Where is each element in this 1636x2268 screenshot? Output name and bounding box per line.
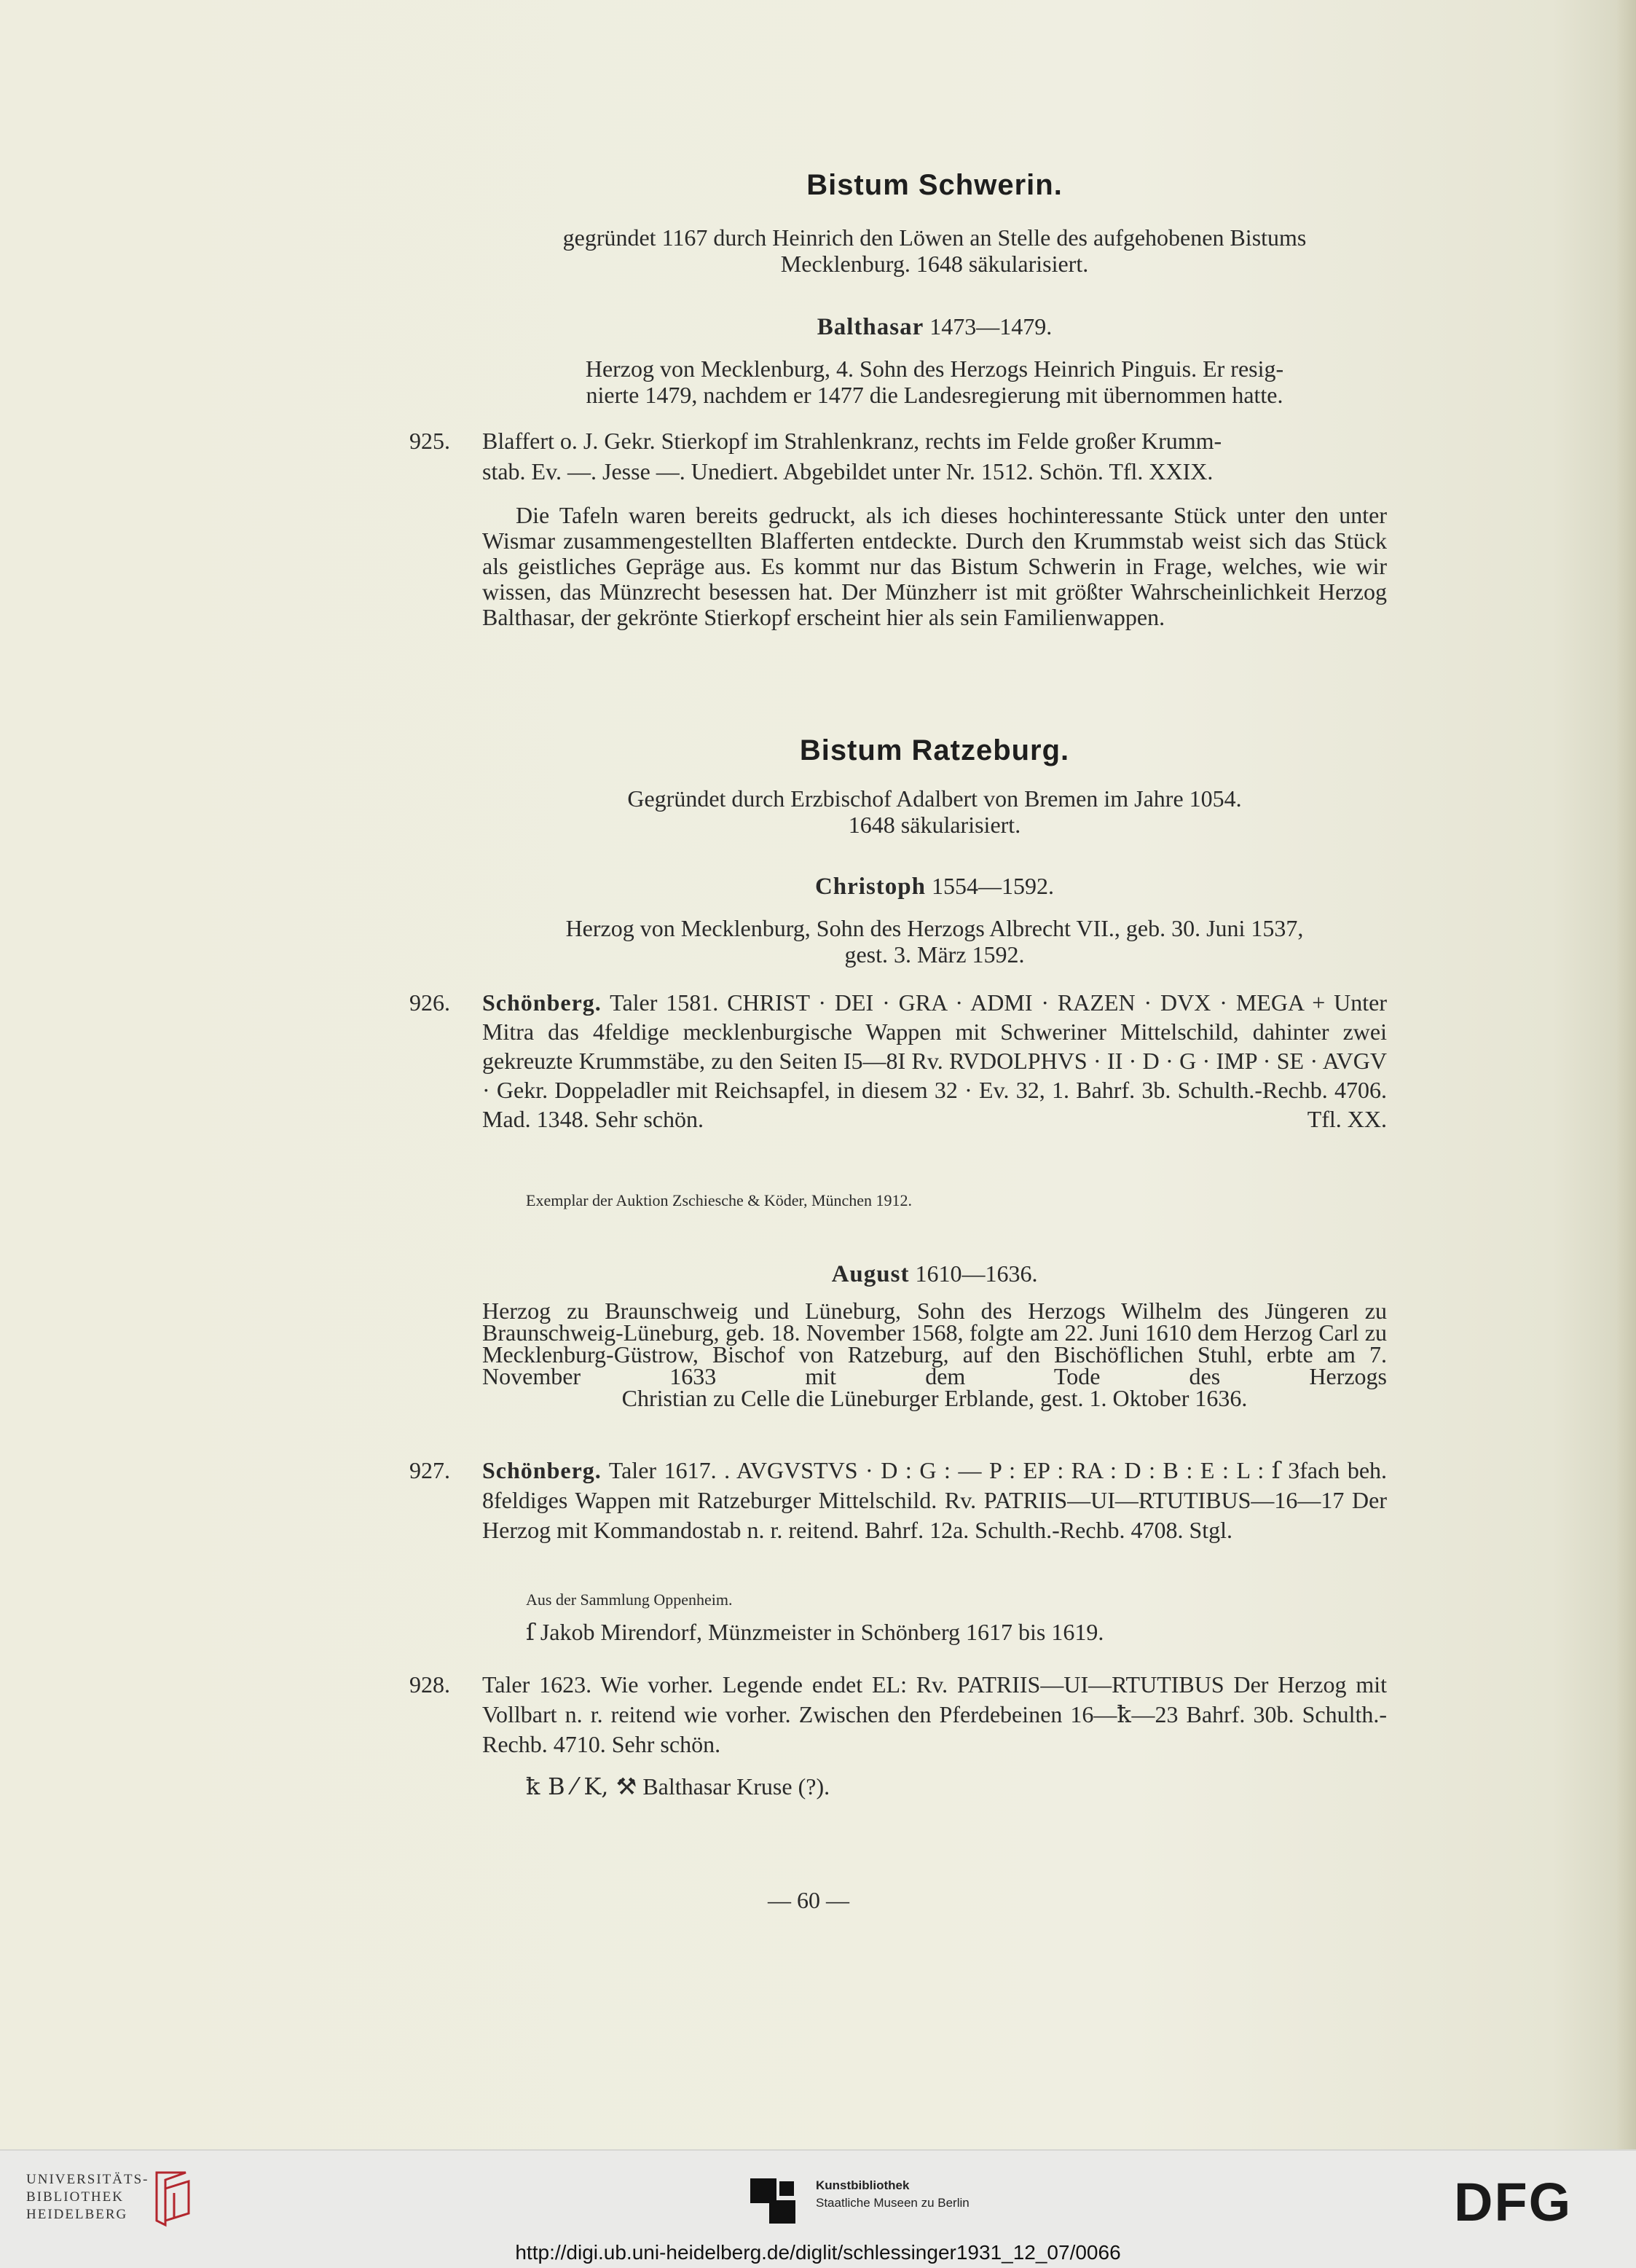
ruler-bio-line1: Herzog von Mecklenburg, 4. Sohn des Herzogs Heinrich Pinguis. Er resig- [585, 356, 1284, 382]
entry-number: 927. [409, 1457, 450, 1483]
catalogue-entry-925 [409, 425, 1387, 487]
dfg-logo[interactable]: DFG [1454, 2172, 1573, 2232]
ruler-name: Balthasar [817, 314, 924, 340]
entry-927-mint-master [526, 1619, 1385, 1645]
ratzeburg-founding [482, 785, 1387, 838]
ruler-heading-august [482, 1260, 1387, 1287]
heidelberg-emblem-icon [149, 2167, 196, 2228]
university-line3: HEIDELBERG [26, 2207, 128, 2222]
heidelberg-library-logo[interactable] [26, 2171, 149, 2224]
ruler-bio-line1: Herzog von Mecklenburg, Sohn des Herzogs Albrecht VII., geb. 30. Juni 1537, [565, 915, 1304, 941]
ruler-bio-august-last: Christian zu Celle die Lüneburger Erblande, gest. 1. Oktober 1636. [621, 1385, 1248, 1411]
mint-mark-symbol: ꝁ [1117, 1700, 1132, 1728]
catalogue-entry-926 [409, 988, 1388, 1134]
entry-928-mint-master [526, 1773, 1385, 1800]
kunstbibliothek-label[interactable] [816, 2177, 970, 2212]
ruler-heading-balthasar [482, 313, 1387, 340]
mint-master-text: Balthasar Kruse (?). [642, 1773, 830, 1800]
ruler-bio-christoph [482, 915, 1387, 968]
schwerin-founding-line2: Mecklenburg. 1648 säkularisiert. [780, 251, 1089, 277]
ruler-heading-christoph [482, 873, 1387, 900]
entry-text: Taler 1581. CHRIST · DEI · GRA · ADMI · RAZEN · DVX · MEGA + Unter Mitra das 4feldige mecklenburgische Wappen mit Schweriner Mittelschild, dahinter zwei gekreuzte Krummstäbe, zu den Seiten I5—8I Rv. RVDOLPHVS · II · D · G · IMP · SE · AVGV · Gekr. Doppeladler mit Reichsapfel, in diesem 32 · Ev. 32, 1. Bahrf. 3b. Schulth.-Rechb. 4706. Mad. 1348. Sehr schön. [482, 989, 1388, 1132]
university-line1: UNIVERSITÄTS- [26, 2172, 149, 2187]
catalogue-entry-927 [409, 1456, 1388, 1545]
mint-mark-symbol: ſ [526, 1618, 535, 1646]
permalink-url[interactable]: http://digi.ub.uni-heidelberg.de/diglit/schlessinger1931_12_07/0066 [515, 2241, 1121, 2264]
entry-926-provenance: Exemplar der Auktion Zschiesche & Köder, München 1912. [526, 1191, 913, 1209]
ratzeburg-founding-line1: Gegründet durch Erzbischof Adalbert von Bremen im Jahre 1054. [627, 785, 1242, 812]
book-spine-shadow [1617, 0, 1636, 2149]
mint-place: Schönberg. [482, 989, 602, 1016]
ruler-bio-august: Herzog zu Braunschweig und Lüneburg, Sohn des Herzogs Wilhelm des Jüngeren zu Braunschweig-Lüneburg, geb. 18. November 1568, folgte am 22. Juni 1610 dem Herzog Carl zu Mecklenburg-Güstrow, Bischof von Ratzeburg, auf den Bischöflichen Stuhl, erbte am 7. November 1633 mit dem Tode des Herzogs [482, 1298, 1387, 1389]
ruler-bio-line2: gest. 3. März 1592. [844, 941, 1025, 968]
mint-place: Schönberg. [482, 1457, 602, 1483]
entry-text-b: —23 Bahrf. 30b. Schulth.-Rechb. 4710. Sehr schön. [482, 1701, 1388, 1757]
kb-name: Kunstbibliothek [816, 2178, 910, 2192]
ruler-dates: 1554—1592. [932, 873, 1055, 899]
ruler-name: August [831, 1261, 910, 1287]
ratzeburg-founding-line2: 1648 säkularisiert. [848, 812, 1021, 838]
entry-text-b: 3fach beh. 8feldiges Wappen mit Ratzeburger Mittelschild. Rv. PATRIIS—UI—RTUTIBUS—16—17 Der Herzog mit Kommandostab n. r. reitend. Bahrf. 12a. Schulth.-Rechb. 4708. Stgl. [482, 1457, 1388, 1543]
kunstbibliothek-logo-icon [747, 2175, 798, 2226]
viewer-footer [0, 2149, 1636, 2268]
page-number: — 60 — [768, 1887, 849, 1913]
entry-number: 926. [409, 989, 450, 1016]
entry-text-a: Taler 1617. . AVGVSTVS · D : G : — P : EP : RA : D : B : E : L : [608, 1457, 1265, 1483]
schwerin-founding-line1: gegründet 1167 durch Heinrich den Löwen an Stelle des aufgehobenen Bistums [562, 224, 1307, 251]
mint-mark-symbols: ꝁ B ⁄ K, ⚒ [526, 1773, 637, 1800]
university-line2: BIBLIOTHEK [26, 2189, 124, 2205]
entry-925-commentary: Die Tafeln waren bereits gedruckt, als ich dieses hochinteressante Stück unter den unter Wismar zusammengestellten Blafferten entdeckte. Durch den Krummstab weist sich das Stück als geistliches Gepräge aus. Es kommt nur das Bistum Schwerin in Frage, welches, wie wir wissen, das Münzrecht besessen hat. Der Münzherr ist mit größter Wahrscheinlichkeit Herzog Balthasar, der gekrönte Stierkopf erscheint hier als sein Familienwappen. [482, 502, 1387, 630]
ruler-name: Christoph [814, 874, 927, 900]
mint-mark-symbol: ſ [1271, 1456, 1281, 1484]
ruler-dates: 1473—1479. [929, 313, 1053, 340]
mint-master-text: Jakob Mirendorf, Münzmeister in Schönberg 1617 bis 1619. [540, 1619, 1104, 1645]
ruler-dates: 1610—1636. [915, 1260, 1038, 1287]
entry-927-provenance: Aus der Sammlung Oppenheim. [526, 1590, 733, 1609]
section-title-schwerin: Bistum Schwerin. [806, 169, 1063, 201]
entry-line1: Blaffert o. J. Gekr. Stierkopf im Strahlenkranz, rechts im Felde großer Krumm- [482, 428, 1222, 454]
plate-reference: Tfl. XX. [1307, 1106, 1387, 1132]
schwerin-founding [482, 224, 1387, 277]
ruler-bio-balthasar [482, 356, 1387, 408]
catalogue-entry-928 [409, 1670, 1388, 1759]
entry-number: 925. [409, 428, 450, 454]
entry-number: 928. [409, 1671, 450, 1698]
kb-subtitle: Staatliche Museen zu Berlin [816, 2196, 970, 2210]
section-title-ratzeburg: Bistum Ratzeburg. [799, 734, 1070, 766]
ruler-bio-line2: nierte 1479, nachdem er 1477 die Landesregierung mit übernommen hatte. [586, 382, 1283, 408]
entry-line2: stab. Ev. —. Jesse —. Unediert. Abgebildet unter Nr. 1512. Schön. Tfl. XXIX. [482, 458, 1214, 484]
entry-text-a: Taler 1623. Wie vorher. Legende endet EL: Rv. PATRIIS—UI—RTUTIBUS Der Herzog mit Vollbart n. r. reitend wie vorher. Zwischen den Pferdebeinen 16— [482, 1671, 1387, 1727]
